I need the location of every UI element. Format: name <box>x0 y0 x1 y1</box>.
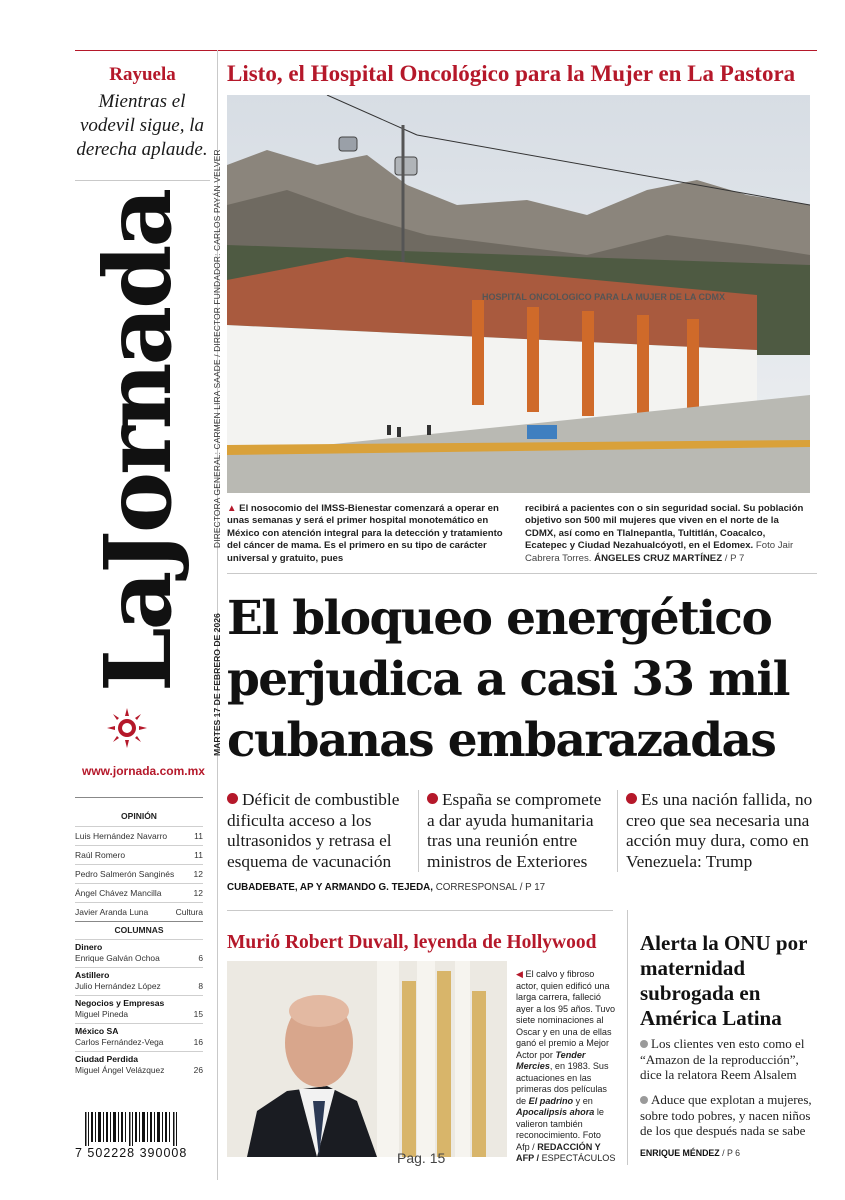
onu-bullet-1 <box>640 1036 820 1083</box>
opinion-row[interactable] <box>75 826 203 845</box>
opinion-page: 12 <box>193 869 203 879</box>
column-page: 8 <box>198 981 203 991</box>
column-row[interactable] <box>75 967 203 993</box>
bullet-dot-icon <box>626 793 637 804</box>
date-text: MARTES 17 DE FEBRERO DE 2026 <box>212 613 222 756</box>
rayuela-rule <box>75 180 210 181</box>
main-byline-page[interactable]: CORRESPONSAL / P 17 <box>435 882 546 893</box>
main-headline[interactable] <box>227 588 817 771</box>
bullet-dot-icon <box>640 1040 648 1048</box>
opinion-page: 11 <box>194 831 203 841</box>
opinion-row[interactable] <box>75 902 203 921</box>
duvall-caption-b: , en 1983. Sus actuaciones en las primeras dos películas de <box>516 1061 609 1106</box>
masthead-logo[interactable]: LaJornada <box>84 190 192 692</box>
caption-arrow-icon: ▲ <box>227 503 237 514</box>
caption-right-text: recibirá a pacientes con o sin seguridad social. Su población objetivo son 500 mil mujeres que viven en el norte de la CDMX, así como en Tlalnepantla, Tultitlán, Coacalco, Ecatepec y Ciudad Nezahualcóyotl, en el Edomex. <box>525 503 804 552</box>
column-page: 6 <box>198 953 203 963</box>
bullet-divider-1 <box>418 790 419 872</box>
main-bullet-1 <box>227 790 411 872</box>
main-bullet-2 <box>427 790 611 872</box>
column-page: 26 <box>193 1065 203 1075</box>
duvall-caption-a: El calvo y fibroso actor, quien edificó una larga carrera, falleció ayer a los 95 años. Tuvo siete nominaciones al Oscar y en una de ellas ganó el premio a Mejor Actor por <box>516 969 616 1060</box>
opinion-page: Cultura <box>175 907 203 917</box>
duvall-film-1: Tender Mercies <box>516 1049 586 1071</box>
photo-credit: Foto Jair Cabrera Torres. <box>525 540 794 564</box>
duvall-section[interactable]: ESPECTÁCULOS <box>541 1153 616 1163</box>
bullet-dot-icon <box>640 1096 648 1104</box>
column-author: Enrique Galván Ochoa <box>75 953 160 963</box>
duvall-credit: REDACCIÓN Y AFP / <box>516 1141 601 1163</box>
opinion-row[interactable] <box>75 845 203 864</box>
duvall-headline[interactable]: Murió Robert Duvall, leyenda de Hollywood <box>227 932 597 953</box>
hospital-page-ref[interactable]: / P 7 <box>724 552 745 564</box>
duvall-photo <box>227 961 507 1157</box>
main-bullet-2-text: España se compromete a dar ayuda humanitaria tras una reunión entre ministros de Exteriores <box>427 790 602 871</box>
rayuela-title[interactable]: Rayuela <box>109 64 176 85</box>
column-author: Miguel Ángel Velázquez <box>75 1065 165 1075</box>
directors-text: DIRECTORA GENERAL: CARMEN LIRA SAADE / DIRECTOR FUNDADOR: CARLOS PAYÁN VELVER <box>212 149 222 548</box>
main-headline-line-3: cubanas embarazadas <box>227 713 776 768</box>
hospital-sign: HOSPITAL ONCOLOGICO PARA LA MUJER DE LA CDMX <box>482 292 726 302</box>
bullet-dot-icon <box>227 793 238 804</box>
caption-left-text: El nosocomio del IMSS-Bienestar comenzará a operar en unas semanas y será el primer hospital monotemático en México con atención integral para la detección y tratamiento del cáncer de mama. Es el primero en su tipo de carácter universal y gratuito, pues <box>227 503 503 564</box>
rayuela-text: Mientras el vodevil sigue, la derecha aplaude. <box>76 91 208 160</box>
opinion-author: Pedro Salmerón Sanginés <box>75 869 175 879</box>
opinion-author: Ángel Chávez Mancilla <box>75 888 162 898</box>
sun-logo-icon <box>105 706 149 755</box>
duvall-caption-c: y en <box>575 1095 593 1106</box>
photo-bottom-rule <box>227 573 817 574</box>
duvall-caption <box>516 969 616 1165</box>
onu-bullet-1-text: Los clientes ven esto como el “Amazon de la reproducción”, dice la relatora Reem Alsalem <box>640 1036 805 1082</box>
caption-arrow-left-icon: ◀ <box>516 969 523 979</box>
duvall-film-3: Apocalipsis ahora <box>516 1107 595 1117</box>
onu-byline <box>640 1148 740 1158</box>
opinion-author: Raúl Romero <box>75 850 126 860</box>
main-byline <box>227 882 545 893</box>
column-row[interactable] <box>75 995 203 1021</box>
onu-headline[interactable]: Alerta la ONU por maternidad subrogada en América Latina <box>640 931 808 1030</box>
index-top-rule <box>75 797 203 798</box>
column-row[interactable] <box>75 1051 203 1077</box>
hospital-photo <box>227 95 810 493</box>
columnas-rule <box>75 921 203 922</box>
hospital-author: ÁNGELES CRUZ MARTÍNEZ <box>594 552 723 564</box>
opinion-author: Luis Hernández Navarro <box>75 831 168 841</box>
main-bullet-3 <box>626 790 816 872</box>
bullet-dot-icon <box>427 793 438 804</box>
opinion-row[interactable] <box>75 883 203 902</box>
lower-rule <box>227 910 613 911</box>
column-page: 16 <box>193 1037 203 1047</box>
onu-author: ENRIQUE MÉNDEZ <box>640 1148 720 1158</box>
opinion-page: 12 <box>193 888 203 898</box>
column-author: Julio Hernández López <box>75 981 161 991</box>
opinion-author: Javier Aranda Luna <box>75 907 149 917</box>
onu-bullet-2-text: Aduce que explotan a mujeres, sobre todo pobres, y nacen niños de los que después nada se sabe <box>640 1092 812 1138</box>
column-name: Ciudad Perdida <box>75 1054 139 1064</box>
website-link[interactable]: www.jornada.com.mx <box>82 764 205 778</box>
main-headline-line-2: perjudica a casi 33 mil <box>227 652 789 707</box>
main-byline-authors: CUBADEBATE, AP Y ARMANDO G. TEJEDA, <box>227 882 433 893</box>
hospital-caption-right <box>525 503 810 565</box>
onu-divider <box>627 910 628 1165</box>
main-bullet-3-text: Es una nación fallida, no creo que sea necesaria una acción muy dura, como en Venezuela: Trump <box>626 790 813 871</box>
opinion-row[interactable] <box>75 864 203 883</box>
hospital-caption-left <box>227 503 509 565</box>
duvall-caption-d: le valieron también reconocimiento. Foto Afp / <box>516 1107 604 1152</box>
main-headline-line-1: El bloqueo energético <box>227 591 772 646</box>
column-row[interactable] <box>75 1023 203 1049</box>
columnas-heading: COLUMNAS <box>114 925 164 935</box>
column-page: 15 <box>193 1009 203 1019</box>
column-name: Dinero <box>75 942 103 952</box>
duvall-film-2: El padrino <box>528 1095 574 1106</box>
onu-bullet-2 <box>640 1092 820 1139</box>
column-name: Astillero <box>75 970 110 980</box>
opinion-heading: OPINIÓN <box>121 811 157 821</box>
top-rule <box>75 50 817 51</box>
barcode-number: 7 502228 390008 <box>75 1146 188 1160</box>
page-label: Pag. 15 <box>397 1150 446 1166</box>
column-name: Negocios y Empresas <box>75 998 165 1008</box>
column-author: Miguel Pineda <box>75 1009 129 1019</box>
main-bullet-1-text: Déficit de combustible dificulta acceso a los ultrasonidos y retrasa el esquema de vacunación <box>227 790 400 871</box>
hospital-headline[interactable]: Listo, el Hospital Oncológico para la Mujer en La Pastora <box>227 61 796 86</box>
opinion-page: 11 <box>194 850 203 860</box>
bullet-divider-2 <box>617 790 618 872</box>
column-author: Carlos Fernández-Vega <box>75 1037 164 1047</box>
column-name: México SA <box>75 1026 119 1036</box>
onu-page-ref[interactable]: / P 6 <box>722 1148 741 1158</box>
column-row[interactable] <box>75 939 203 965</box>
